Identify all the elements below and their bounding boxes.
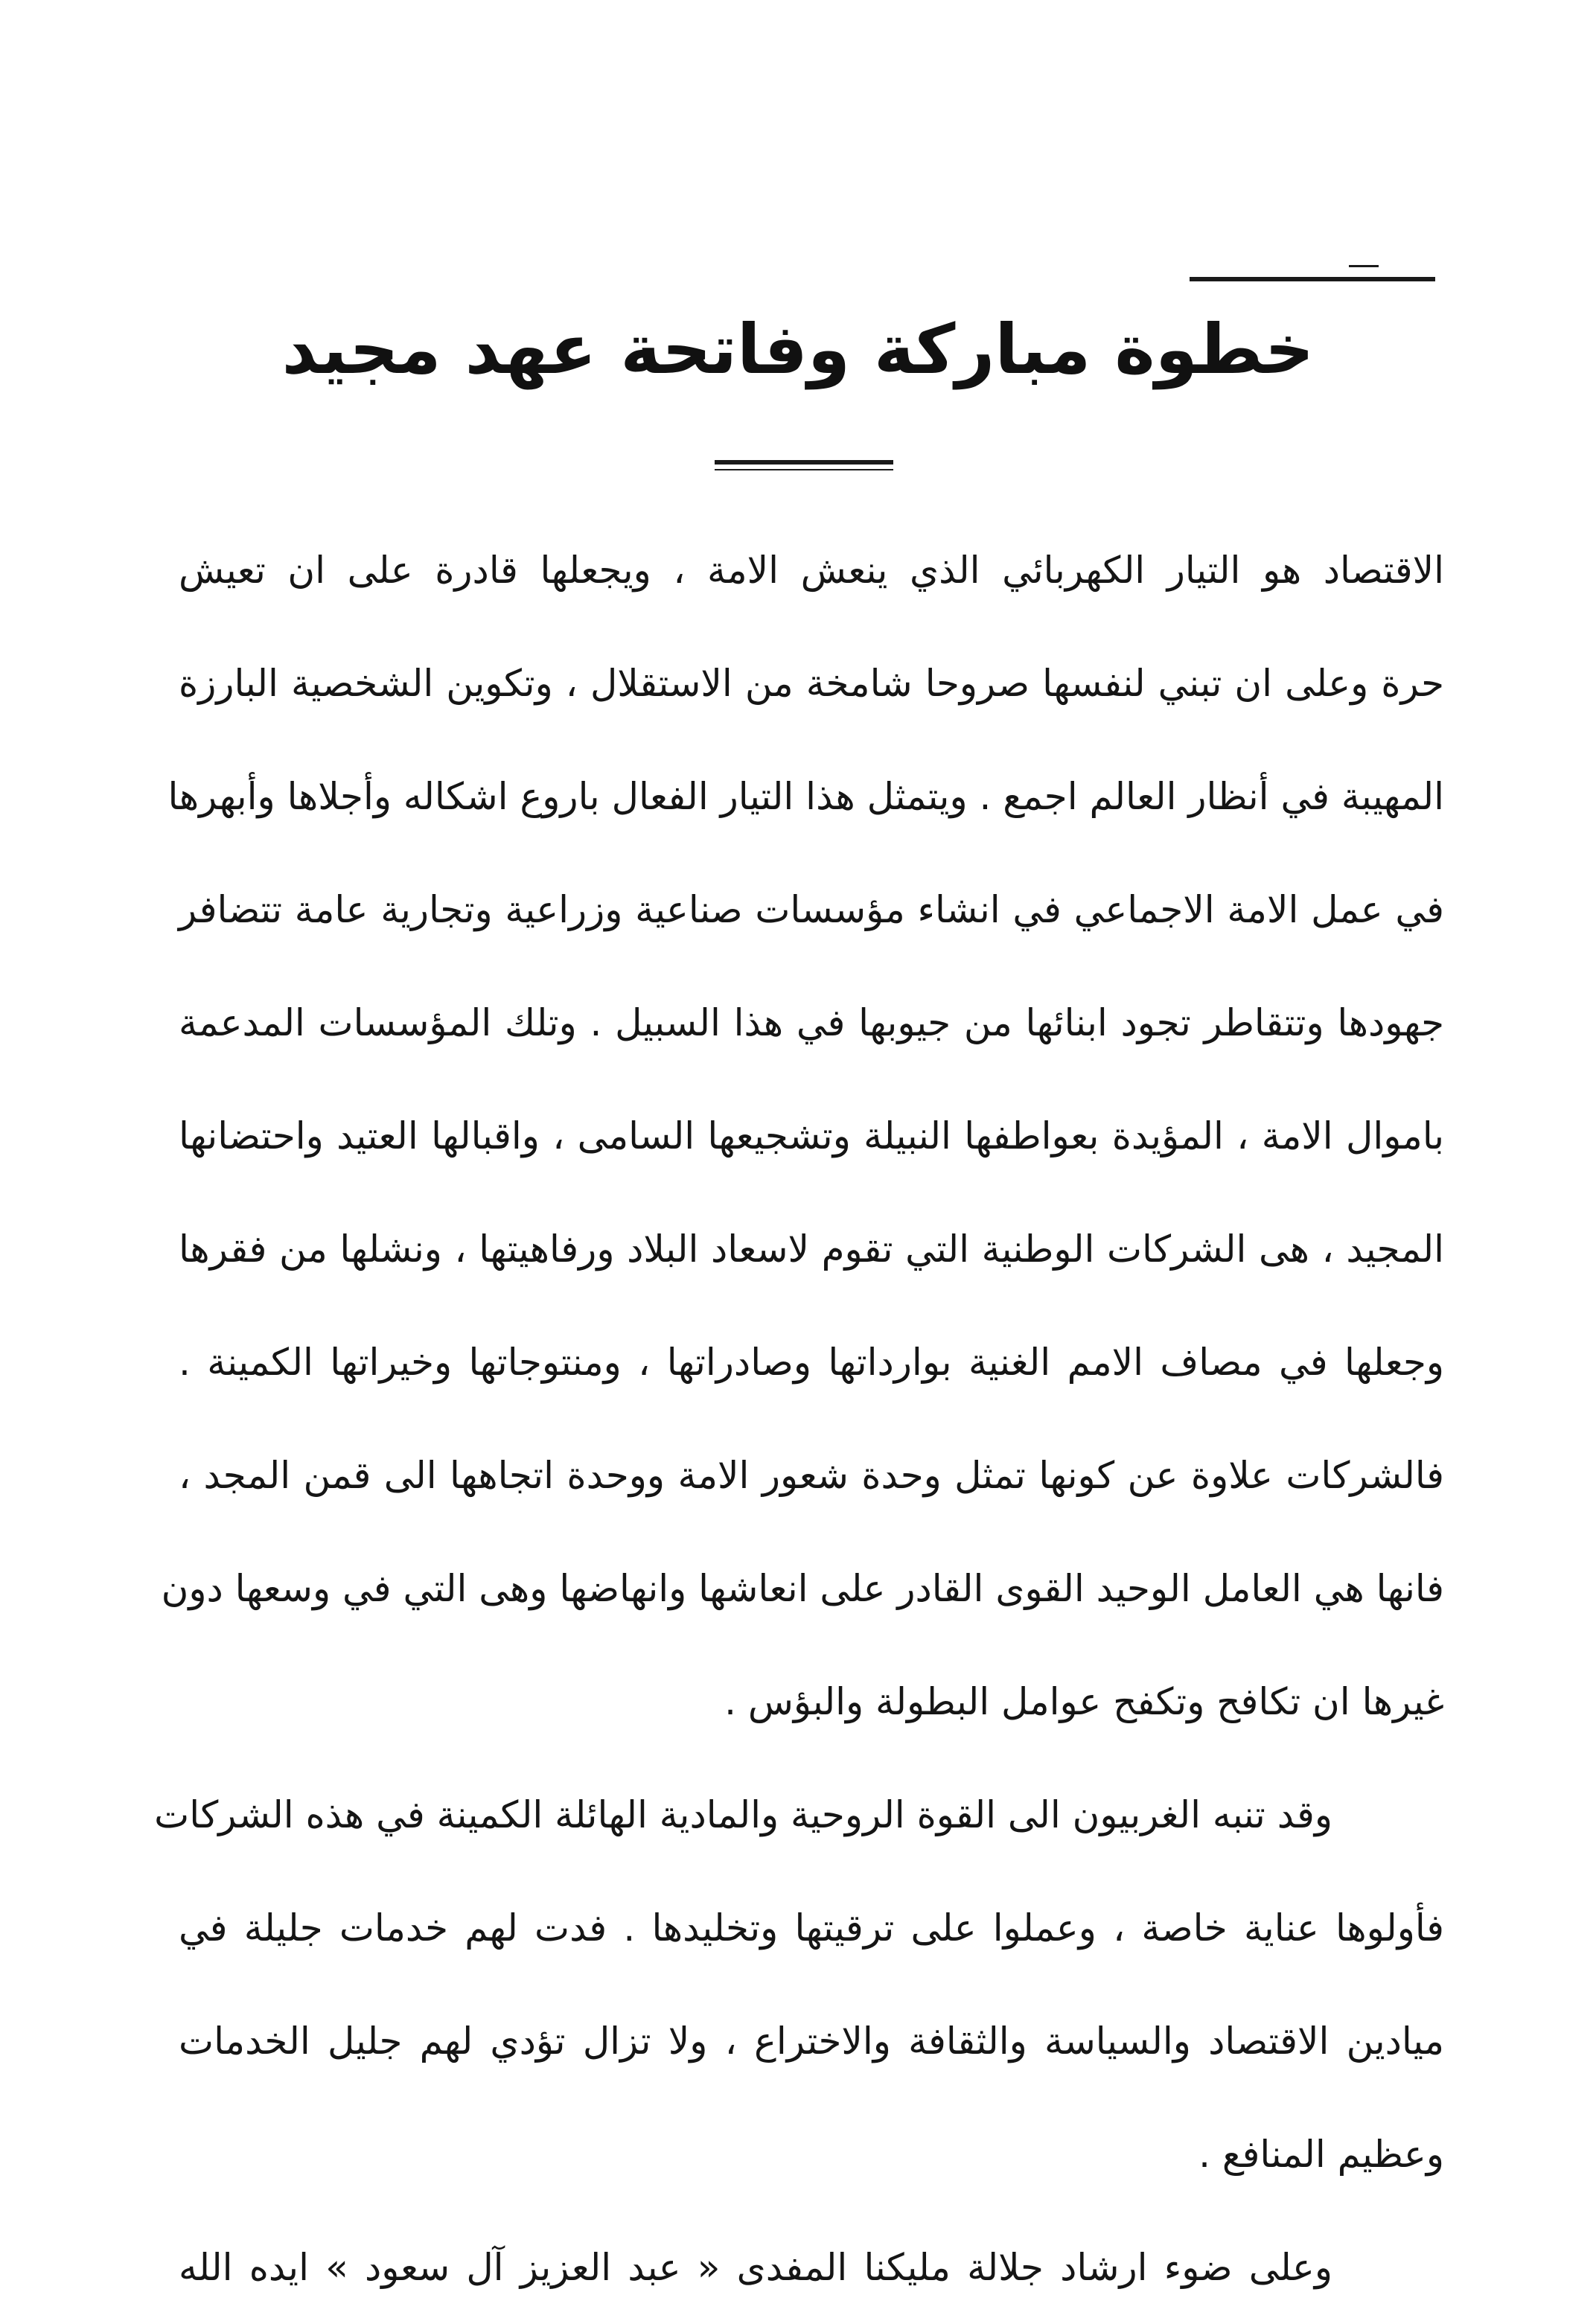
text-line: الاقتصاد هو التيار الكهربائي الذي ينعش الامة ، ويجعلها قادرة على ان تعيش: [179, 549, 1444, 592]
text-line: فالشركات علاوة عن كونها تمثل وحدة شعور الامة ووحدة اتجاهها الى قمن المجد ،: [179, 1454, 1444, 1497]
title-rule: [715, 460, 893, 465]
text-line: وعظيم المنافع .: [1198, 2133, 1444, 2176]
top-rule: [1190, 277, 1435, 281]
text-line: في عمل الامة الاجماعي في انشاء مؤسسات صناعية وزراعية وتجارية عامة تتضافر: [179, 888, 1444, 931]
body-text: [154, 514, 1444, 2324]
text-line: فأولوها عناية خاصة ، وعملوا على ترقيتها وتخليدها . فدت لهم خدمات جليلة في: [179, 1906, 1444, 1950]
top-rule-tick: [1349, 265, 1379, 267]
text-line: باموال الامة ، المؤيدة بعواطفها النبيلة وتشجيعها السامى ، واقبالها العتيد واحتضانها: [179, 1114, 1444, 1158]
text-line: وقد تنبه الغربيون الى القوة الروحية والمادية الهائلة الكمينة في هذه الشركات: [154, 1793, 1332, 1836]
text-line: ميادين الاقتصاد والسياسة والثقافة والاختراع ، ولا تزال تؤدي لهم جليل الخدمات: [179, 2020, 1444, 2063]
text-line: وجعلها في مصاف الامم الغنية بوارداتها وصادراتها ، ومنتوجاتها وخيراتها الكمينة .: [179, 1341, 1444, 1384]
text-line: فانها هي العامل الوحيد القوى القادر على انعاشها وانهاضها وهى التي في وسعها دون: [161, 1567, 1444, 1610]
text-line: وعلى ضوء ارشاد جلالة مليكنا المفدى « عبد العزيز آل سعود » ايده الله: [179, 2246, 1332, 2289]
text-line: غيرها ان تكافح وتكفح عوامل البطولة والبؤس .: [724, 1680, 1444, 1723]
text-line: جهودها وتتقاطر تجود ابنائها من جيوبها في هذا السبيل . وتلك المؤسسات المدعمة: [179, 1001, 1444, 1044]
page-title: خطوة مباركة وفاتحة عهد مجيد: [281, 310, 1315, 389]
text-line: المهيبة في أنظار العالم اجمع . ويتمثل هذا التيار الفعال باروع اشكاله وأجلاها وأبهرها: [167, 775, 1444, 818]
title-rule-thin: [715, 469, 893, 470]
text-line: المجيد ، هى الشركات الوطنية التي تقوم لاسعاد البلاد ورفاهيتها ، ونشلها من فقرها: [179, 1228, 1444, 1271]
text-line: حرة وعلى ان تبني لنفسها صروحا شامخة من الاستقلال ، وتكوين الشخصية البارزة: [179, 662, 1444, 705]
